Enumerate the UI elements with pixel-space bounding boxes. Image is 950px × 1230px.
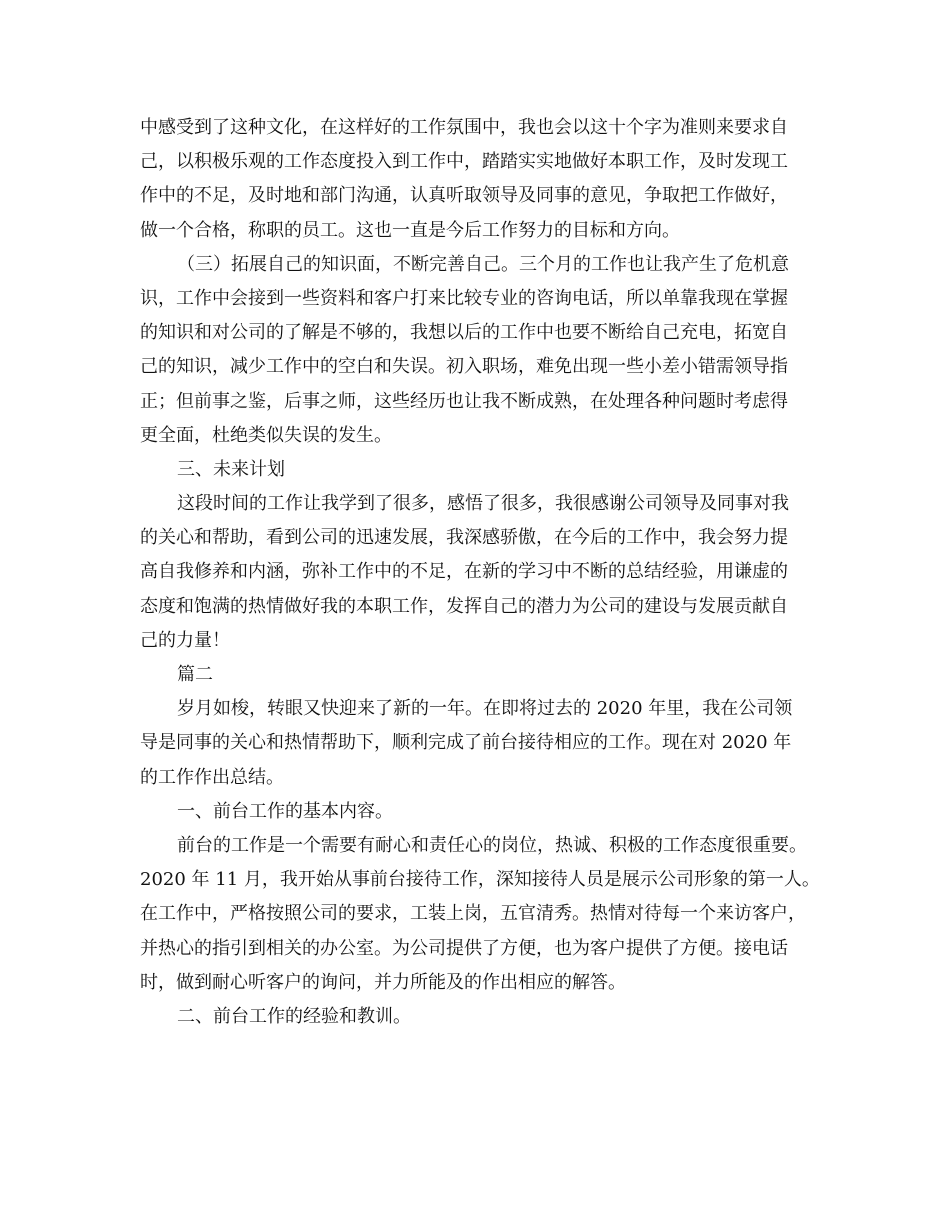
text-line: 并热心的指引到相关的办公室。为公司提供了方便，也为客户提供了方便。接电话 — [140, 937, 788, 959]
section-heading: 篇二 — [177, 664, 213, 685]
text-line: 己的力量！ — [140, 629, 230, 651]
text-line: 己的知识，减少工作中的空白和失误。初入职场，难免出现一些小差小错需领导指 — [140, 356, 788, 378]
section-heading: 三、未来计划 — [177, 458, 285, 480]
text-line: 的知识和对公司的了解是不够的，我想以后的工作中也要不断给自己充电，拓宽自 — [140, 322, 788, 344]
section-heading: （三）拓展自己的知识面，不断完善自己。三个月的工作也让我产生了危机意 — [177, 253, 789, 275]
text-line: 识，工作中会接到一些资料和客户打来比较专业的咨询电话，所以单靠我现在掌握 — [140, 287, 788, 309]
text-line: 态度和饱满的热情做好我的本职工作，发挥自己的潜力为公司的建设与发展贡献自 — [140, 595, 788, 617]
text-line: 正；但前事之鉴，后事之师，这些经历也让我不断成熟，在处理各种问题时考虑得 — [140, 390, 788, 412]
text-line: 这段时间的工作让我学到了很多，感悟了很多，我很感谢公司领导及同事对我 — [177, 493, 789, 515]
section-heading: 二、前台工作的经验和教训。 — [177, 1005, 411, 1027]
text-line: 作中的不足，及时地和部门沟通，认真听取领导及同事的意见，争取把工作做好， — [140, 185, 788, 207]
text-line: 己，以积极乐观的工作态度投入到工作中，踏踏实实地做好本职工作，及时发现工 — [140, 151, 788, 173]
text-line: 时，做到耐心听客户的询问，并力所能及的作出相应的解答。 — [140, 971, 626, 993]
text-line: 做一个合格，称职的员工。这也一直是今后工作努力的目标和方向。 — [140, 219, 680, 241]
text-line: 在工作中，严格按照公司的要求，工装上岗，五官清秀。热情对待每一个来访客户， — [140, 903, 806, 925]
text-line: 更全面，杜绝类似失误的发生。 — [140, 424, 392, 446]
text-line: 前台的工作是一个需要有耐心和责任心的岗位，热诚、积极的工作态度很重要。 — [177, 834, 807, 856]
text-line: 导是同事的关心和热情帮助下，顺利完成了前台接待相应的工作。现在对 2020 年 — [140, 732, 792, 754]
text-line: 岁月如梭，转眼又快迎来了新的一年。在即将过去的 2020 年里，我在公司领 — [177, 698, 793, 720]
text-line: 的关心和帮助，看到公司的迅速发展，我深感骄傲，在今后的工作中，我会努力提 — [140, 527, 788, 549]
document-body — [140, 111, 820, 1034]
text-line: 中感受到了这种文化，在这样好的工作氛围中，我也会以这十个字为准则来要求自 — [140, 117, 788, 138]
text-line: 的工作作出总结。 — [140, 766, 284, 788]
text-line: 高自我修养和内涵，弥补工作中的不足，在新的学习中不断的总结经验，用谦虚的 — [140, 561, 788, 583]
section-heading: 一、前台工作的基本内容。 — [177, 800, 393, 822]
text-line: 2020 年 11 月，我开始从事前台接待工作，深知接待人员是展示公司形象的第一人。 — [140, 869, 820, 891]
